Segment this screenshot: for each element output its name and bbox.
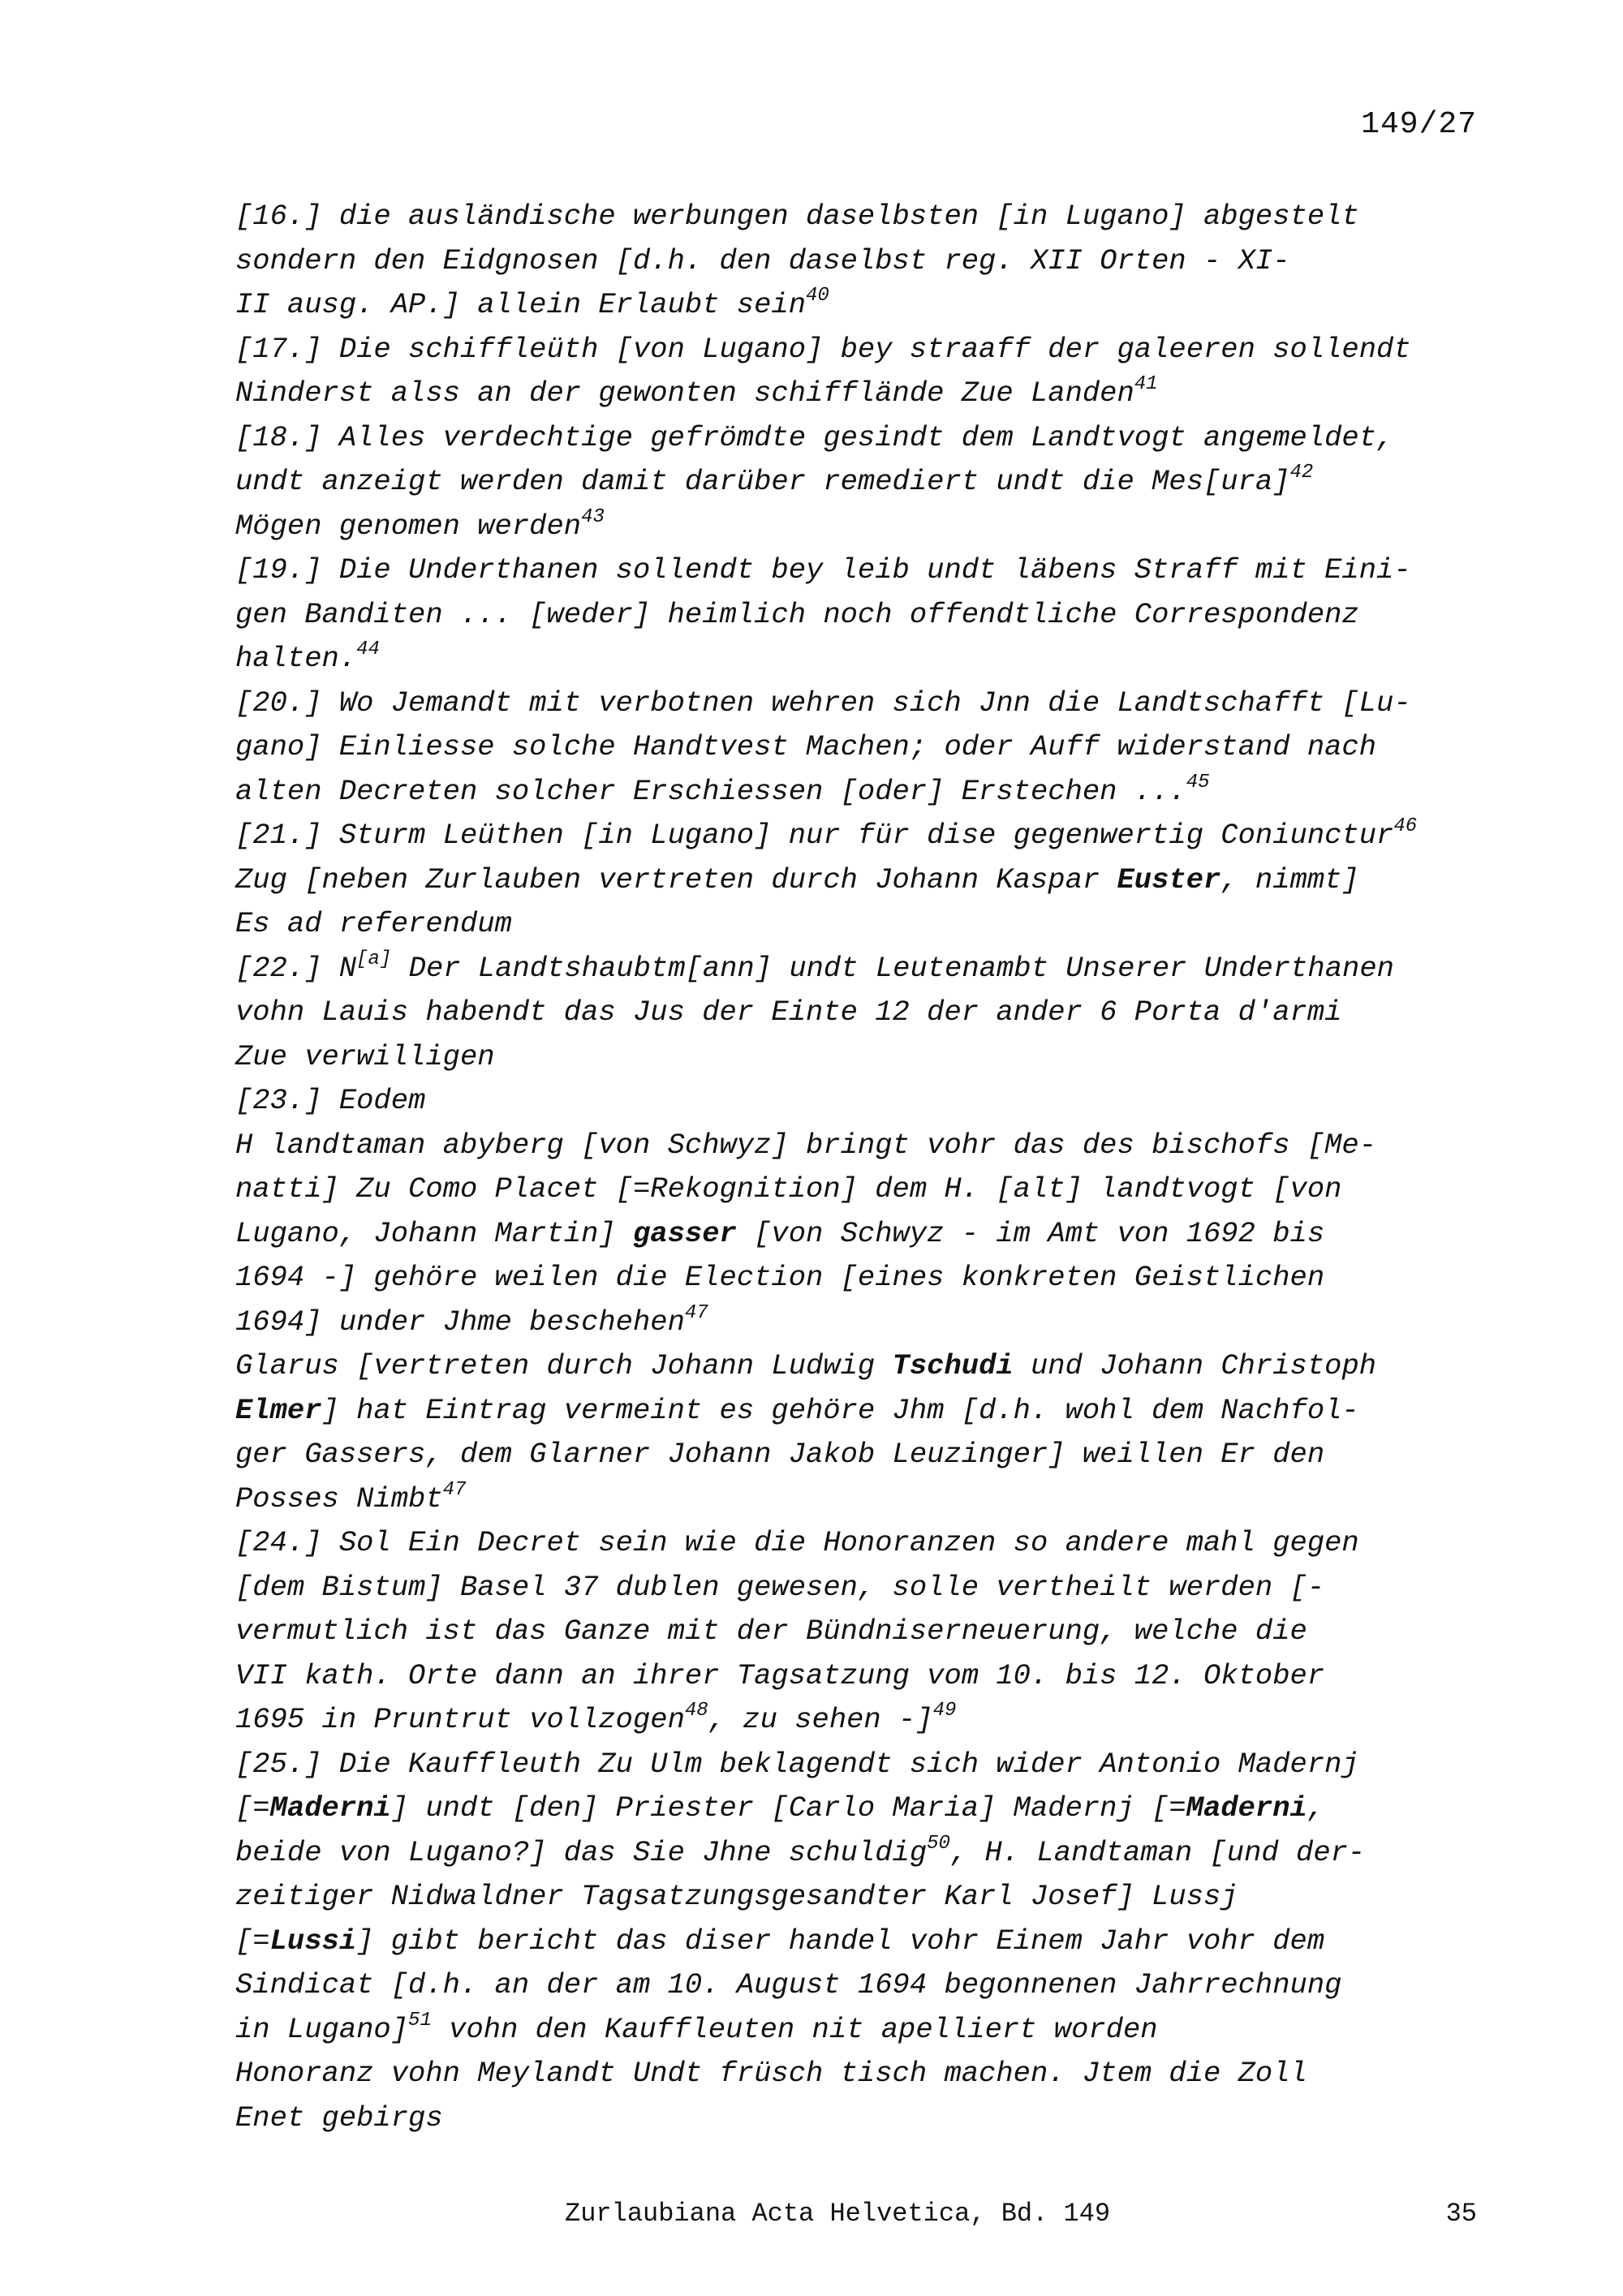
text-line [235,1963,1489,2008]
text-run: , zu sehen -] [708,1703,933,1736]
text-run: [21.] Sturm Leüthen [in Lugano] nur für dise gegenwertig Coniunctur [235,819,1394,852]
text-line [235,1124,1489,1168]
text-line [235,283,1489,328]
text-line [235,1743,1489,1787]
document-paragraph [235,1743,1489,2141]
footnote-ref: 48 [684,1700,708,1722]
document-paragraph [235,328,1489,416]
bold-name: Lussi [269,1924,357,1958]
text-run: Ninderst alss an der gewonten schifflände Zue Landen [235,376,1134,410]
text-line [235,328,1489,372]
bold-name: Euster [1117,862,1221,896]
footnote-ref: 40 [806,285,829,307]
footnote-ref: 44 [356,638,380,661]
text-line [235,814,1489,858]
text-run: 1694] under Jhme beschehen [235,1305,685,1339]
text-run: Posses Nimbt [235,1481,443,1516]
text-line [235,2008,1489,2053]
text-line [235,1301,1489,1345]
footnote-ref: 47 [684,1301,708,1324]
text-run: [24.] Sol Ein Decret sein wie die Honoranzen so andere mahl gegen [235,1526,1359,1559]
text-run: gano] Einliesse solche Handtvest Machen; oder Auff widerstand nach [235,730,1377,763]
text-line [235,1831,1489,1876]
text-run: [20.] Wo Jemandt mit verbotnen wehren sich Jnn die Landtschafft [Lu- [235,686,1411,720]
text-run: H landtaman abyberg [von Schwyz] bringt vohr das des bischofs [Me- [235,1128,1377,1162]
footnote-ref: [a] [356,948,392,970]
text-run: , H. Landtaman [und der- [949,1835,1366,1869]
text-line [235,548,1489,593]
text-line [235,1079,1489,1124]
text-line [235,1875,1489,1920]
text-line [235,372,1489,416]
text-run: [= [235,1924,270,1958]
text-run: Enet gebirgs [235,2100,443,2135]
text-run: natti] Zu Como Placet [=Rekognition] dem H. [alt] landtvogt [von [235,1172,1342,1206]
text-run: undt anzeigt werden damit darüber remediert undt die Mes[ura] [235,465,1290,498]
text-line [235,1212,1489,1257]
text-run: [dem Bistum] Basel 37 dublen gewesen, solle vertheilt werden [- [235,1570,1325,1604]
text-line [235,637,1489,681]
text-line [235,1477,1489,1522]
text-run: ] undt [den] Priester [Carlo Maria] Madernj [= [390,1791,1186,1825]
text-run: [17.] Die schiffleüth [von Lugano] bey straaff der galeeren sollendt [235,332,1411,366]
text-line [235,195,1489,239]
document-paragraph [235,814,1489,947]
document-paragraph [235,1521,1489,1743]
text-run: Es ad referendum [235,907,512,940]
text-line [235,239,1489,284]
text-run: ] hat Eintrag vermeint es gehöre Jhm [d.h. wohl dem Nachfol- [321,1393,1359,1427]
text-run: , nimmt] [1220,862,1359,896]
text-run: und Johann Christoph [1013,1349,1377,1382]
text-run: [16.] die ausländische werbungen daselbsten [in Lugano] abgestelt [235,200,1359,233]
text-run: Lugano, Johann Martin] [235,1216,633,1250]
document-paragraph [235,1079,1489,1521]
text-line [235,725,1489,770]
text-run: , [1307,1791,1325,1825]
text-run: vermutlich ist das Ganze mit der Bündniserneuerung, welche die [235,1615,1307,1648]
document-paragraph [235,416,1489,549]
footnote-ref: 42 [1289,462,1314,484]
text-run: in Lugano] [235,2012,409,2046]
text-run: 1694 -] gehöre weilen die Election [eines konkreten Geistlichen [235,1261,1325,1294]
footnote-ref: 49 [932,1700,957,1722]
footnote-ref: 45 [1186,771,1210,793]
document-paragraph [235,681,1489,815]
text-run: Glarus [vertreten durch Johann Ludwig [235,1349,893,1382]
text-line [235,2096,1489,2141]
text-run: Der Landtshaubtm[ann] undt Leutenambt Unserer Underthanen [391,951,1394,985]
text-run: [= [235,1791,270,1825]
text-run: Sindicat [d.h. an der am 10. August 1694 begonnenen Jahrrechnung [235,1968,1342,2001]
page-header-number: 149/27 [1361,107,1477,142]
text-line [235,1433,1489,1477]
text-run: Zue verwilligen [235,1039,495,1073]
footer-page-number: 35 [1445,2199,1477,2229]
text-run: vohn den Kauffleuten nit apelliert worden [431,2012,1158,2046]
text-run: Zug [neben Zurlauben vertreten durch Johann Kaspar [235,862,1117,896]
text-line [235,1654,1489,1699]
text-line [235,505,1489,549]
text-line [235,1521,1489,1566]
text-line [235,902,1489,947]
footnote-ref: 47 [442,1478,467,1501]
text-line [235,681,1489,726]
text-run: vohn Lauis habendt das Jus der Einte 12 der ander 6 Porta d'armi [235,995,1342,1029]
text-run: beide von Lugano?] das Sie Jhne schuldig [235,1835,928,1869]
footnote-ref: 43 [581,505,605,528]
text-line [235,770,1489,815]
text-run: [23.] Eodem [235,1084,426,1117]
text-line [235,460,1489,505]
bold-name: Tschudi [892,1349,1014,1382]
text-line [235,2052,1489,2096]
text-run: alten Decreten solcher Erschiessen [oder] Erstechen ... [235,774,1186,808]
document-paragraph [235,195,1489,328]
text-run: [18.] Alles verdechtige gefrömdte gesindt dem Landtvogt angemeldet, [235,420,1394,454]
document-paragraph [235,947,1489,1080]
text-run: VII kath. Orte dann an ihrer Tagsatzung vom 10. bis 12. Oktober [235,1658,1325,1692]
text-line [235,1389,1489,1434]
text-line [235,1786,1489,1831]
bold-name: Maderni [269,1791,391,1825]
text-line [235,1256,1489,1301]
document-paragraph [235,548,1489,681]
text-line [235,416,1489,461]
text-line [235,1610,1489,1654]
text-run: ger Gassers, dem Glarner Johann Jakob Leuzinger] weillen Er den [235,1438,1325,1471]
text-run: [von Schwyz - im Amt von 1692 bis [736,1216,1325,1250]
text-run: [25.] Die Kauffleuth Zu Ulm beklagendt sich wider Antonio Madernj [235,1747,1359,1781]
text-line [235,947,1489,991]
text-line [235,1698,1489,1743]
bold-name: gasser [632,1216,737,1250]
text-line [235,1566,1489,1610]
document-body [235,195,1489,2140]
text-run: zeitiger Nidwaldner Tagsatzungsgesandter Karl Josef] Lussj [235,1880,1238,1913]
footnote-ref: 51 [408,2009,432,2032]
text-run: II ausg. AP.] allein Erlaubt sein [235,288,807,321]
text-line [235,1344,1489,1389]
footnote-ref: 41 [1134,373,1158,396]
bold-name: Elmer [235,1393,322,1427]
bold-name: Maderni [1186,1791,1307,1825]
text-line [235,1167,1489,1212]
text-line [235,991,1489,1035]
text-run: gen Banditen ... [weder] heimlich noch offendtliche Correspondenz [235,597,1359,631]
footer-title: Zurlaubiana Acta Helvetica, Bd. 149 [565,2199,1111,2229]
text-line [235,1035,1489,1080]
text-run: ] gibt bericht das diser handel vohr Einem Jahr vohr dem [356,1924,1325,1958]
text-run: 1695 in Pruntrut vollzogen [235,1703,685,1736]
text-run: [19.] Die Underthanen sollendt bey leib undt läbens Straff mit Eini- [235,553,1411,587]
text-run: [22.] N [235,951,357,985]
text-run: Mögen genomen werden [235,509,582,543]
text-line [235,858,1489,903]
footnote-ref: 50 [927,1832,950,1855]
footnote-ref: 46 [1393,815,1418,838]
text-line [235,1920,1489,1964]
text-line [235,593,1489,638]
text-run: sondern den Eidgnosen [d.h. den daselbst reg. XII Orten - XI- [235,243,1290,277]
text-run: halten. [235,642,357,675]
text-run: Honoranz vohn Meylandt Undt früsch tisch machen. Jtem die Zoll [235,2057,1307,2090]
